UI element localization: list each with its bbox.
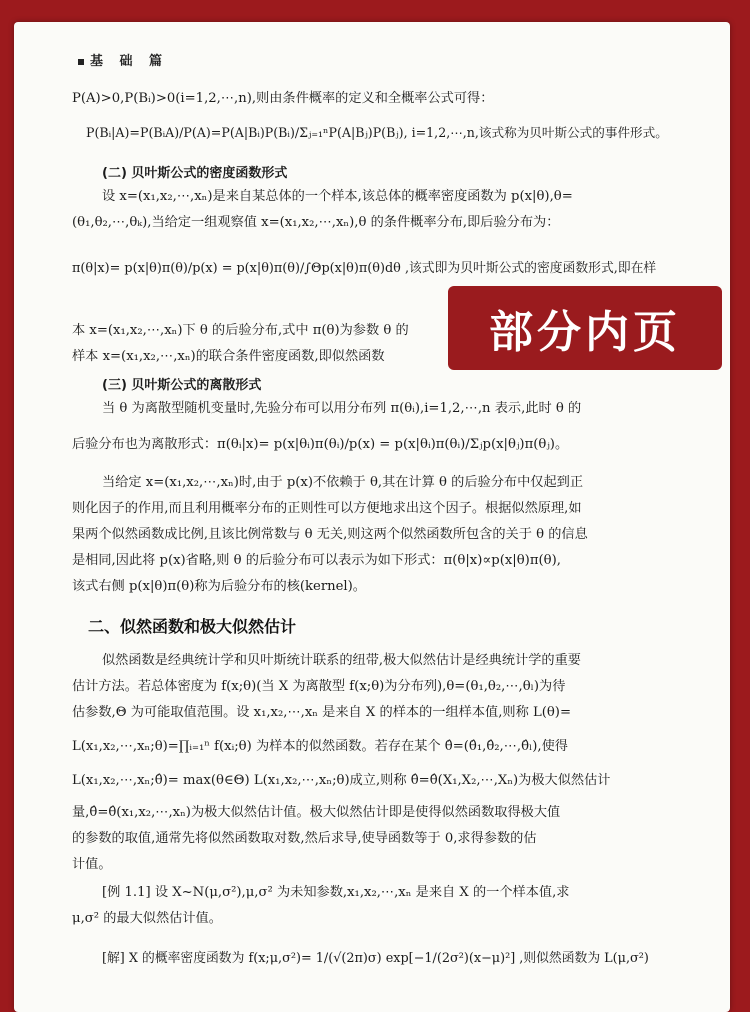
text-line: 的参数的取值,通常先将似然函数取对数,然后求导,使导函数等于 0,求得参数的估 bbox=[72, 831, 537, 846]
text-line: 估参数,Θ 为可能取值范围。设 x₁,x₂,⋯,xₙ 是来自 X 的样本的一组样本值,则称 L(θ)= bbox=[72, 705, 571, 720]
formula-line: L(x₁,x₂,⋯,xₙ;θ)=∏ᵢ₌₁ⁿ f(xᵢ;θ) 为样本的似然函数。若存在某个 θ̂=(θ̂₁,θ̂₂,⋯,θ̂ₗ),使得 bbox=[72, 739, 568, 754]
square-bullet-icon bbox=[78, 59, 84, 65]
text-line: 是相同,因此将 p(x)省略,则 θ 的后验分布可以表示为如下形式：π(θ|x)∝p(x|θ)π(θ), bbox=[72, 553, 561, 568]
header-title: 基 础 篇 bbox=[90, 54, 169, 69]
text-line: 当给定 x=(x₁,x₂,⋯,xₙ)时,由于 p(x)不依赖于 θ,其在计算 θ 的后验分布中仅起到正 bbox=[102, 475, 584, 490]
text-line: μ,σ² 的最大似然估计值。 bbox=[72, 911, 222, 926]
text-line: 当 θ 为离散型随机变量时,先验分布可以用分布列 π(θᵢ),i=1,2,⋯,n 表示,此时 θ 的 bbox=[102, 401, 582, 416]
example-line: [例 1.1] 设 X~N(μ,σ²),μ,σ² 为未知参数,x₁,x₂,⋯,xₙ 是来自 X 的一个样本值,求 bbox=[102, 885, 570, 900]
formula-line: L(x₁,x₂,⋯,xₙ;θ̂)= max(θ∈Θ) L(x₁,x₂,⋯,xₙ;θ)成立,则称 θ̂=θ̂(X₁,X₂,⋯,Xₙ)为极大似然估计 bbox=[72, 773, 611, 788]
text-line: (θ₁,θ₂,⋯,θₖ),当给定一组观察值 x=(x₁,x₂,⋯,xₙ),θ 的条件概率分布,即后验分布为： bbox=[72, 215, 560, 230]
section-title: 二、似然函数和极大似然估计 bbox=[88, 617, 297, 636]
text-line: 量,θ̂=θ̂(x₁,x₂,⋯,xₙ)为极大似然估计值。极大似然估计即是使得似然函数取得极大值 bbox=[72, 805, 561, 820]
formula-line: P(Bᵢ|A)=P(BᵢA)/P(A)=P(A|Bᵢ)P(Bᵢ)/Σⱼ₌₁ⁿP(A|Bⱼ)P(Bⱼ), i=1,2,⋯,n,该式称为贝叶斯公式的事件形式。 bbox=[86, 125, 668, 140]
text-line: 样本 x=(x₁,x₂,⋯,xₙ)的联合条件密度函数,即似然函数 bbox=[72, 349, 385, 364]
overlay-label: 部分内页 bbox=[448, 286, 722, 370]
page-header bbox=[78, 50, 168, 69]
solution-line: [解] X 的概率密度函数为 f(x;μ,σ²)= 1/(√(2π)σ) exp[−1/(2σ²)(x−μ)²] ,则似然函数为 L(μ,σ²) bbox=[102, 951, 649, 966]
text-line: 本 x=(x₁,x₂,⋯,xₙ)下 θ 的后验分布,式中 π(θ)为参数 θ 的 bbox=[72, 323, 409, 338]
text-line: 估计方法。若总体密度为 f(x;θ)(当 X 为离散型 f(x;θ)为分布列),θ=(θ₁,θ₂,⋯,θₗ)为待 bbox=[72, 679, 566, 694]
formula-line: π(θ|x)= p(x|θ)π(θ)/p(x) = p(x|θ)π(θ)/∫Θp(x|θ)π(θ)dθ ,该式即为贝叶斯公式的密度函数形式,即在样 bbox=[72, 261, 657, 276]
subheading: (三) 贝叶斯公式的离散形式 bbox=[102, 378, 262, 393]
text-line: 设 x=(x₁,x₂,⋯,xₙ)是来自某总体的一个样本,该总体的概率密度函数为 p(x|θ),θ= bbox=[102, 189, 573, 204]
subheading: (二) 贝叶斯公式的密度函数形式 bbox=[102, 166, 288, 181]
text-line: 该式右侧 p(x|θ)π(θ)称为后验分布的核(kernel)。 bbox=[72, 579, 366, 594]
formula-line: 后验分布也为离散形式：π(θᵢ|x)= p(x|θᵢ)π(θᵢ)/p(x) = p(x|θᵢ)π(θᵢ)/Σⱼp(x|θⱼ)π(θⱼ)。 bbox=[72, 437, 569, 452]
text-line: 似然函数是经典统计学和贝叶斯统计联系的纽带,极大似然估计是经典统计学的重要 bbox=[102, 653, 581, 668]
text-line: 计值。 bbox=[72, 857, 112, 872]
text-line: 果两个似然函数成比例,且该比例常数与 θ 无关,则这两个似然函数所包含的关于 θ 的信息 bbox=[72, 527, 588, 542]
text-line: 则化因子的作用,而且利用概率分布的正则性可以方便地求出这个因子。根据似然原理,如 bbox=[72, 501, 582, 516]
text-line: P(A)>0,P(Bᵢ)>0(i=1,2,⋯,n),则由条件概率的定义和全概率公式可得： bbox=[72, 91, 494, 106]
document-page bbox=[14, 22, 730, 1012]
